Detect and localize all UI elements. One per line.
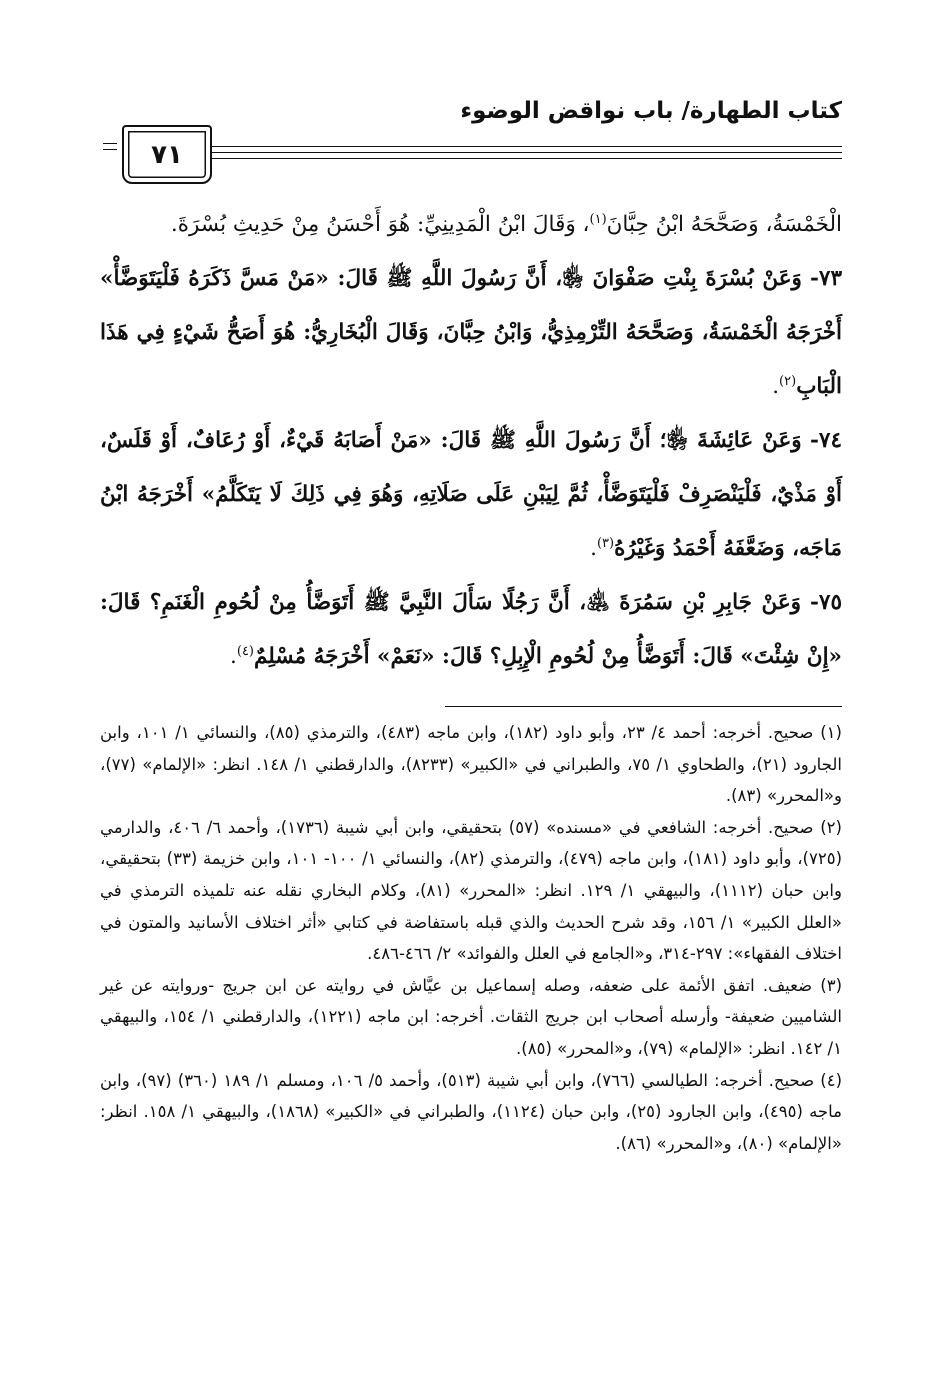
page-number-box [122,125,212,184]
footnote-1: (١) صحيح. أخرجه: أحمد ٤/ ٢٣، وأبو داود (١٨٢)، وابن ماجه (٤٨٣)، والترمذي (٨٥)، والنسائي ١/ ١٠١، وابن الجارود (٢١)، والطحاوي ١/ ٧٥، والطبراني في «الكبير» (٨٢٣٣)، والدارقطني ١/ ١٤٨. انظر: «الإلمام» (٧٧)، و«المحرر» (٨٣). [100,723,842,806]
footnote-ref: (٣) [596,535,615,551]
hadith-75: ٧٥- وَعَنْ جَابِرِ بْنِ سَمُرَةَ ﵁، أَنَّ رَجُلًا سَأَلَ النَّبِيَّ ﷺ أَتَوَضَّأُ مِنْ لُحُومِ الْغَنَمِ؟ قَالَ: «إِنْ شِئْتَ» قَالَ: أَتَوَضَّأُ مِنْ لُحُومِ الْإِبِلِ؟ قَالَ: «نَعَمْ» أَخْرَجَهُ مُسْلِمٌ$^{(٤)}$. [100,590,842,669]
footnote-divider [445,706,842,707]
hadith-74: ٧٤- وَعَنْ عَائِشَةَ ﵂؛ أَنَّ رَسُولَ اللَّهِ ﷺ قَالَ: «مَنْ أَصَابَهُ قَيْءٌ، أَوْ رُعَافٌ، أَوْ قَلَسٌ، أَوْ مَذْيٌ، فَلْيَنْصَرِفْ فَلْيَتَوَضَّأْ، ثُمَّ لِيَبْنِ عَلَى صَلَاتِهِ، وَهُوَ فِي ذَلِكَ لَا يَتَكَلَّمُ» أَخْرَجَهُ ابْنُ مَاجَه، وَضَعَّفَهُ أَحْمَدُ وَغَيْرُهُ$^{(٣)}$. [100,428,842,561]
hadith-text: وَعَنْ عَائِشَةَ ﵂؛ أَنَّ رَسُولَ اللَّهِ ﷺ قَالَ: «مَنْ أَصَابَهُ قَيْءٌ، أَوْ رُعَافٌ، أَوْ قَلَسٌ، أَوْ مَذْيٌ، فَلْيَنْصَرِفْ فَلْيَتَوَضَّأْ، ثُمَّ لِيَبْنِ عَلَى صَلَاتِهِ، وَهُوَ فِي ذَلِكَ لَا يَتَكَلَّمُ» أَخْرَجَهُ ابْنُ مَاجَه، وَضَعَّفَهُ أَحْمَدُ وَغَيْرُهُ [100,428,842,561]
footnote-2: (٢) صحيح. أخرجه: الشافعي في «مسنده» (٥٧) بتحقيقي، وابن أبي شيبة (١٧٣٦)، وأحمد ٦/ ٤٠٦، والدارمي (٧٢٥)، وأبو داود (١٨١)، وابن ماجه (٤٧٩)، والترمذي (٨٢)، والنسائي ١/ ١٠٠- ١٠١، وابن خزيمة (٣٣) بتحقيقي، وابن حبان (١١١٢)، والبيهقي ١/ ١٢٩. انظر: «المحرر» (٨١)، وكلام البخاري نقله عنه تلميذه الترمذي في «العلل الكبير» ١/ ١٥٦، وقد شرح الحديث والذي قبله باستفاضة في كتابي «أثر اختلاف الأسانيد والمتون في اختلاف الفقهاء»: ٢٩٧-٣١٤، و«الجامع في العلل والفوائد» ٢/ ٤٦٦-٤٨٦. [100,817,842,964]
hadith-number: ٧٤- [809,428,842,453]
hadith-number: ٧٣- [809,266,842,291]
hadith-number: ٧٥- [809,590,842,615]
footnote-3: (٣) ضعيف. اتفق الأئمة على ضعفه، وصله إسماعيل بن عيَّاش في روايته عن ابن جريج -وروايته عن غير الشاميين ضعيفة- وأرسله أصحاب ابن جريج الثقات. أخرجه: ابن ماجه (١٢٢١)، والدارقطني ١/ ١٥٤، والبيهقي ١/ ١٤٢. انظر: «الإلمام» (٧٩)، و«المحرر» (٨٥). [100,975,843,1058]
header-rule-middle [210,152,842,153]
page-number: ٧١ [151,139,183,170]
header-rule-left-ends [103,143,117,161]
footnote-ref: (٢) [779,373,797,389]
intro-paragraph: الْخَمْسَةُ، وَصَحَّحَهُ ابْنُ حِبَّانَ$^{(١)}$، وَقَالَ ابْنُ الْمَدِينِيِّ: هُوَ أَحْسَنُ مِنْ حَدِيثِ بُسْرَةَ. [170,211,842,237]
hadith-73: ٧٣- وَعَنْ بُسْرَةَ بِنْتِ صَفْوَانَ ﵂، أَنَّ رَسُولَ اللَّهِ ﷺ قَالَ: «مَنْ مَسَّ ذَكَرَهُ فَلْيَتَوَضَّأْ» أَخْرَجَهُ الْخَمْسَةُ، وَصَحَّحَهُ التِّرْمِذِيُّ، وَابْنُ حِبَّانَ، وَقَالَ الْبُخَارِيُّ: هُوَ أَصَحُّ شَيْءٍ فِي هَذَا الْبَابِ$^{(٢)}$. [100,266,842,399]
hadith-text: وَعَنْ جَابِرِ بْنِ سَمُرَةَ ﵁، أَنَّ رَجُلًا سَأَلَ النَّبِيَّ ﷺ أَتَوَضَّأُ مِنْ لُحُومِ الْغَنَمِ؟ قَالَ: «إِنْ شِئْتَ» قَالَ: أَتَوَضَّأُ مِنْ لُحُومِ الْإِبِلِ؟ قَالَ: «نَعَمْ» أَخْرَجَهُ مُسْلِمٌ [100,590,842,669]
footnote-4: (٤) صحيح. أخرجه: الطيالسي (٧٦٦)، وابن أبي شيبة (٥١٣)، وأحمد ٥/ ١٠٦، ومسلم ١/ ١٨٩ (٣٦٠) (٩٧)، وابن ماجه (٤٩٥)، وابن الجارود (٢٥)، وابن حبان (١١٢٤)، والطبراني في «الكبير» (١٨٦٨)، والبيهقي ١/ ١٥٨. انظر: «الإلمام» (٨٠)، و«المحرر» (٨٦). [100,1070,843,1153]
hadith-text: وَعَنْ بُسْرَةَ بِنْتِ صَفْوَانَ ﵂، أَنَّ رَسُولَ اللَّهِ ﷺ قَالَ: «مَنْ مَسَّ ذَكَرَهُ فَلْيَتَوَضَّأْ» أَخْرَجَهُ الْخَمْسَةُ، وَصَحَّحَهُ التِّرْمِذِيُّ، وَابْنُ حِبَّانَ، وَقَالَ الْبُخَارِيُّ: هُوَ أَصَحُّ شَيْءٍ فِي هَذَا الْبَابِ [100,266,842,399]
footnote-ref: (٤) [236,643,254,659]
header-rule-top [210,146,842,147]
running-header-title: كتاب الطهارة/ باب نواقض الوضوء [460,98,842,124]
header-rule-bottom [210,158,842,159]
main-text [100,198,842,684]
footnote-ref: (١) [589,211,607,227]
footnotes [100,717,842,1159]
